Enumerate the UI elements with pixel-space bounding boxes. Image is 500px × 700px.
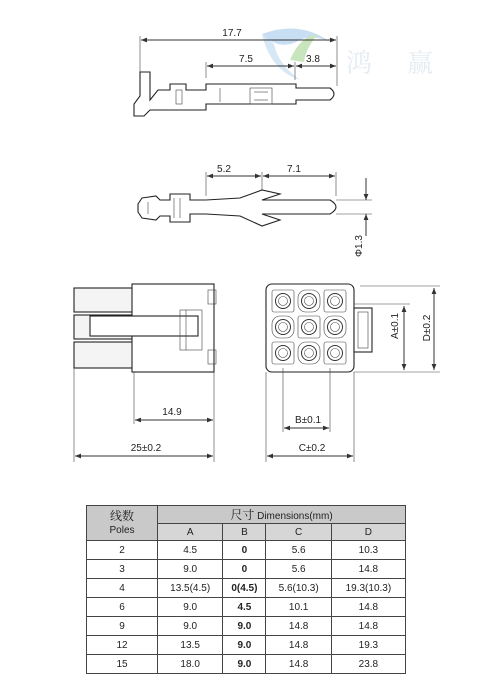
table-row (87, 579, 406, 598)
dimensions-header-en: Dimensions(mm) (257, 511, 333, 522)
cell-poles: 4 (87, 579, 158, 598)
cell-d: 19.3 (331, 636, 405, 655)
cell-c: 14.8 (266, 617, 331, 636)
terminal-top-dim-total: 17.7 (222, 28, 242, 39)
cell-d: 14.8 (331, 560, 405, 579)
cell-poles: 2 (87, 541, 158, 560)
cell-b: 9.0 (223, 636, 266, 655)
poles-header-zh: 线数 (109, 508, 134, 523)
column-header-c: C (266, 524, 331, 541)
cell-poles: 9 (87, 617, 158, 636)
column-header-b: B (223, 524, 266, 541)
terminal-top-dim-b: 3.8 (306, 54, 320, 65)
terminal-side-dim-diameter: Φ1.3 (354, 235, 365, 257)
dimensions-table (86, 505, 406, 674)
cell-poles: 3 (87, 560, 158, 579)
cell-b: 9.0 (223, 617, 266, 636)
cell-b: 9.0 (223, 655, 266, 674)
cell-d: 14.8 (331, 598, 405, 617)
housing-front-dim-d: D±0.2 (422, 314, 433, 342)
cell-poles: 12 (87, 636, 158, 655)
watermark-logo (262, 29, 447, 80)
dimensions-header (158, 506, 406, 524)
terminal-side-view (138, 164, 372, 257)
housing-side-dim-inner: 14.9 (162, 407, 182, 418)
cell-c: 5.6 (266, 560, 331, 579)
table-row (87, 655, 406, 674)
terminal-top-dim-a: 7.5 (239, 54, 253, 65)
cell-a: 13.5 (158, 636, 223, 655)
cell-c: 14.8 (266, 655, 331, 674)
cell-b: 0(4.5) (223, 579, 266, 598)
housing-front-dim-c: C±0.2 (298, 443, 326, 454)
column-header-a: A (158, 524, 223, 541)
cell-d: 14.8 (331, 617, 405, 636)
table-row (87, 636, 406, 655)
cell-poles: 6 (87, 598, 158, 617)
cell-c: 10.1 (266, 598, 331, 617)
housing-side-dim-total: 25±0.2 (130, 443, 162, 454)
housing-front-view (266, 284, 440, 462)
cell-a: 18.0 (158, 655, 223, 674)
terminal-side-dim-b: 7.1 (287, 164, 301, 175)
housing-front-dim-b: B±0.1 (294, 415, 322, 426)
poles-header-en: Poles (109, 524, 135, 536)
cell-a: 9.0 (158, 617, 223, 636)
cell-a: 9.0 (158, 560, 223, 579)
cell-a: 13.5(4.5) (158, 579, 223, 598)
cell-d: 19.3(10.3) (331, 579, 405, 598)
cell-b: 4.5 (223, 598, 266, 617)
cell-d: 23.8 (331, 655, 405, 674)
housing-front-dim-a: A±0.1 (390, 312, 401, 340)
cell-poles: 15 (87, 655, 158, 674)
cell-a: 9.0 (158, 598, 223, 617)
terminal-side-dim-a: 5.2 (217, 164, 231, 175)
table-row (87, 598, 406, 617)
cell-d: 10.3 (331, 541, 405, 560)
housing-side-view (74, 284, 216, 462)
table-row (87, 617, 406, 636)
cell-c: 5.6(10.3) (266, 579, 331, 598)
cell-b: 0 (223, 560, 266, 579)
cell-c: 14.8 (266, 636, 331, 655)
cell-b: 0 (223, 541, 266, 560)
watermark-text: 鸿 赢 (346, 48, 448, 78)
column-header-d: D (331, 524, 405, 541)
table-row (87, 560, 406, 579)
cell-a: 4.5 (158, 541, 223, 560)
dimensions-header-zh: 尺寸 (230, 508, 255, 522)
poles-header (87, 506, 158, 541)
cell-c: 5.6 (266, 541, 331, 560)
table-row (87, 541, 406, 560)
